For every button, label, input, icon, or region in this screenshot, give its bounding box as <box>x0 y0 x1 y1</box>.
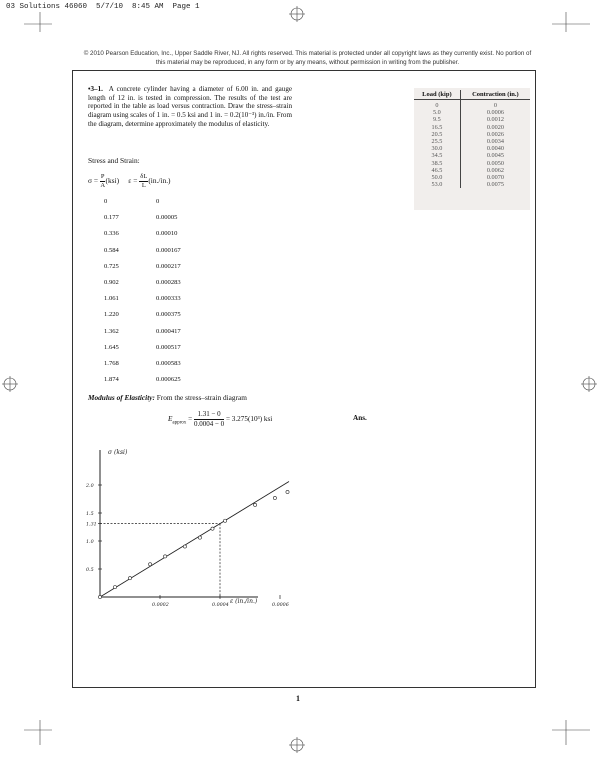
table-row <box>414 152 530 159</box>
eps-fraction <box>139 173 148 190</box>
load-cell: 38.5 <box>414 160 460 167</box>
crop-mark-top-left <box>24 12 52 32</box>
eps-numerator: δL <box>140 173 148 180</box>
table-header-contraction: Contraction (in.) <box>460 90 530 100</box>
strain-value: 0.000167 <box>156 246 181 254</box>
registration-target-left <box>2 376 18 392</box>
data-point <box>211 527 214 530</box>
contraction-cell: 0 <box>493 102 497 109</box>
table-row <box>414 181 530 188</box>
table-row <box>414 160 530 167</box>
crop-mark-top-right <box>552 12 590 32</box>
contraction-cell: 0.0075 <box>486 181 504 189</box>
contraction-cell: 0.0050 <box>486 159 504 167</box>
problem-text: A concrete cylinder having a diameter of 6.00 in. and gauge length of 12 in. is tested in compression. The results of the test are reported in the table as load versus contraction. Draw the stress–strain diagram using scales of 1 in. = 0.5 ksi and 1 in. = 0.2(10⁻³) in./in. From the diagram, determine approximately the modulus of elasticity. <box>88 85 293 128</box>
contraction-cell: 0.0006 <box>486 109 504 117</box>
stress-value: 1.362 <box>104 327 119 335</box>
strain-value: 0.000283 <box>156 279 181 286</box>
eps-unit: (in./in.) <box>148 176 171 186</box>
modulus-text: From the stress–strain diagram <box>156 393 247 402</box>
contraction-cell: 0.0070 <box>486 174 504 182</box>
x-tick-label: 0.0002 <box>152 603 169 608</box>
y-tick-label: 1.31 <box>86 522 97 528</box>
data-point <box>183 545 186 548</box>
contraction-cell: 0.0040 <box>486 145 504 153</box>
load-cell: 50.0 <box>414 174 460 181</box>
strain-value: 0.000217 <box>156 262 181 270</box>
crop-mark-bottom-right <box>552 720 590 745</box>
load-cell: 46.5 <box>414 167 460 174</box>
e-subscript: approx <box>172 420 187 426</box>
stress-value: 1.768 <box>104 360 119 367</box>
strain-value: 0.000375 <box>156 311 181 319</box>
strain-value: 0.000417 <box>156 327 181 335</box>
table-row <box>414 116 530 123</box>
stress-strain-diagram <box>78 440 289 620</box>
modulus-numerator: 1.31 − 0 <box>194 410 224 420</box>
e-symbol: E <box>168 415 173 424</box>
stress-value: 0.177 <box>104 214 119 222</box>
data-point <box>164 555 167 558</box>
data-point <box>273 496 276 499</box>
stress-value: 1.645 <box>104 343 119 351</box>
sigma-numerator: P <box>100 173 105 180</box>
stress-value: 0.725 <box>104 262 119 270</box>
problem-statement <box>88 85 292 129</box>
contraction-cell: 0.0026 <box>486 130 504 138</box>
y-tick-label: 1.5 <box>86 512 94 517</box>
modulus-equation <box>168 410 272 429</box>
copyright-notice: © 2010 Pearson Education, Inc., Upper Saddle River, NJ. All rights reserved. This material is protected under all copyright laws as they currently exist. No portion of this material may be reproduced, in any form or by any means, without permission in writing from the publisher. <box>83 50 532 66</box>
eps-denominator: L <box>141 182 146 189</box>
stress-value: 0.902 <box>104 279 119 286</box>
load-contraction-table <box>414 90 530 188</box>
linear-fit-line <box>100 481 289 597</box>
x-tick-label: 0.0004 <box>212 603 229 608</box>
load-cell: 20.5 <box>414 131 460 138</box>
stress-value: 0 <box>104 198 108 205</box>
load-cell: 30.0 <box>414 145 460 152</box>
strain-value: 0.000517 <box>156 343 181 351</box>
load-cell: 0 <box>414 100 460 110</box>
data-point <box>224 519 227 522</box>
modulus-label: Modulus of Elasticity: <box>88 393 155 402</box>
stress-value: 0.336 <box>104 230 119 238</box>
load-contraction-table-box <box>414 88 530 210</box>
table-row <box>414 145 530 152</box>
job-header-line: 03 Solutions 46060 5/7/10 8:45 AM Page 1 <box>6 3 200 11</box>
y-tick-label: 0.5 <box>86 568 94 573</box>
stress-value: 1.874 <box>104 376 119 384</box>
table-row <box>414 167 530 174</box>
x-axis-label: ε (in./in.) <box>230 598 258 605</box>
strain-value: 0 <box>156 198 160 205</box>
eps-lhs: ε = <box>128 176 138 186</box>
crop-mark-bottom-left <box>24 720 52 745</box>
modulus-denominator: 0.0004 − 0 <box>193 420 225 428</box>
table-row <box>414 109 530 116</box>
registration-target-top <box>289 6 305 22</box>
table-header-load: Load (kip) <box>414 90 460 100</box>
load-cell: 9.5 <box>414 116 460 123</box>
data-point <box>198 536 201 539</box>
problem-number: •3–1. <box>88 85 103 93</box>
stress-strain-subheading: Stress and Strain: <box>88 156 140 165</box>
strain-value: 0.000333 <box>156 295 181 303</box>
load-cell: 34.5 <box>414 152 460 159</box>
y-axis-label: σ (ksi) <box>108 449 128 456</box>
e-equals: = <box>188 415 193 424</box>
sigma-denominator: A <box>100 182 106 189</box>
x-tick-label: 0.0006 <box>272 603 289 608</box>
registration-target-right <box>581 376 597 392</box>
load-cell: 25.5 <box>414 138 460 145</box>
strain-value: 0.000625 <box>156 376 181 384</box>
y-tick-label: 2.0 <box>86 484 94 489</box>
load-cell: 53.0 <box>414 181 460 188</box>
contraction-cell: 0.0020 <box>486 123 504 131</box>
data-point <box>128 577 131 580</box>
registration-target-bottom <box>289 737 305 753</box>
table-row <box>414 124 530 131</box>
strain-value: 0.00005 <box>156 214 178 222</box>
load-cell: 16.5 <box>414 124 460 131</box>
modulus-result: = 3.275(10³) ksi <box>225 415 273 424</box>
data-point <box>149 563 152 566</box>
stress-value: 1.220 <box>104 311 119 319</box>
strain-value: 0.000583 <box>156 360 181 367</box>
stress-strain-formulas <box>88 173 171 190</box>
data-point <box>286 490 289 493</box>
stress-value: 1.061 <box>104 295 119 303</box>
contraction-cell: 0.0062 <box>486 166 504 174</box>
table-row <box>414 174 530 181</box>
page-number: 1 <box>296 694 300 703</box>
sigma-lhs: σ = <box>88 176 98 186</box>
load-cell: 5.0 <box>414 109 460 116</box>
answer-label: Ans. <box>353 414 367 422</box>
modulus-heading <box>88 393 247 402</box>
data-point <box>98 595 101 598</box>
table-row <box>414 138 530 145</box>
contraction-cell: 0.0012 <box>486 116 504 124</box>
table-row <box>414 100 530 110</box>
stress-value: 0.584 <box>104 246 119 254</box>
sigma-unit: (ksi) <box>105 176 120 186</box>
table-row <box>414 131 530 138</box>
contraction-cell: 0.0034 <box>486 138 504 146</box>
data-point <box>254 503 257 506</box>
contraction-cell: 0.0045 <box>486 152 504 160</box>
y-tick-label: 1.0 <box>86 540 94 545</box>
data-point <box>113 585 116 588</box>
strain-value: 0.00010 <box>156 230 178 238</box>
modulus-fraction <box>194 410 224 429</box>
